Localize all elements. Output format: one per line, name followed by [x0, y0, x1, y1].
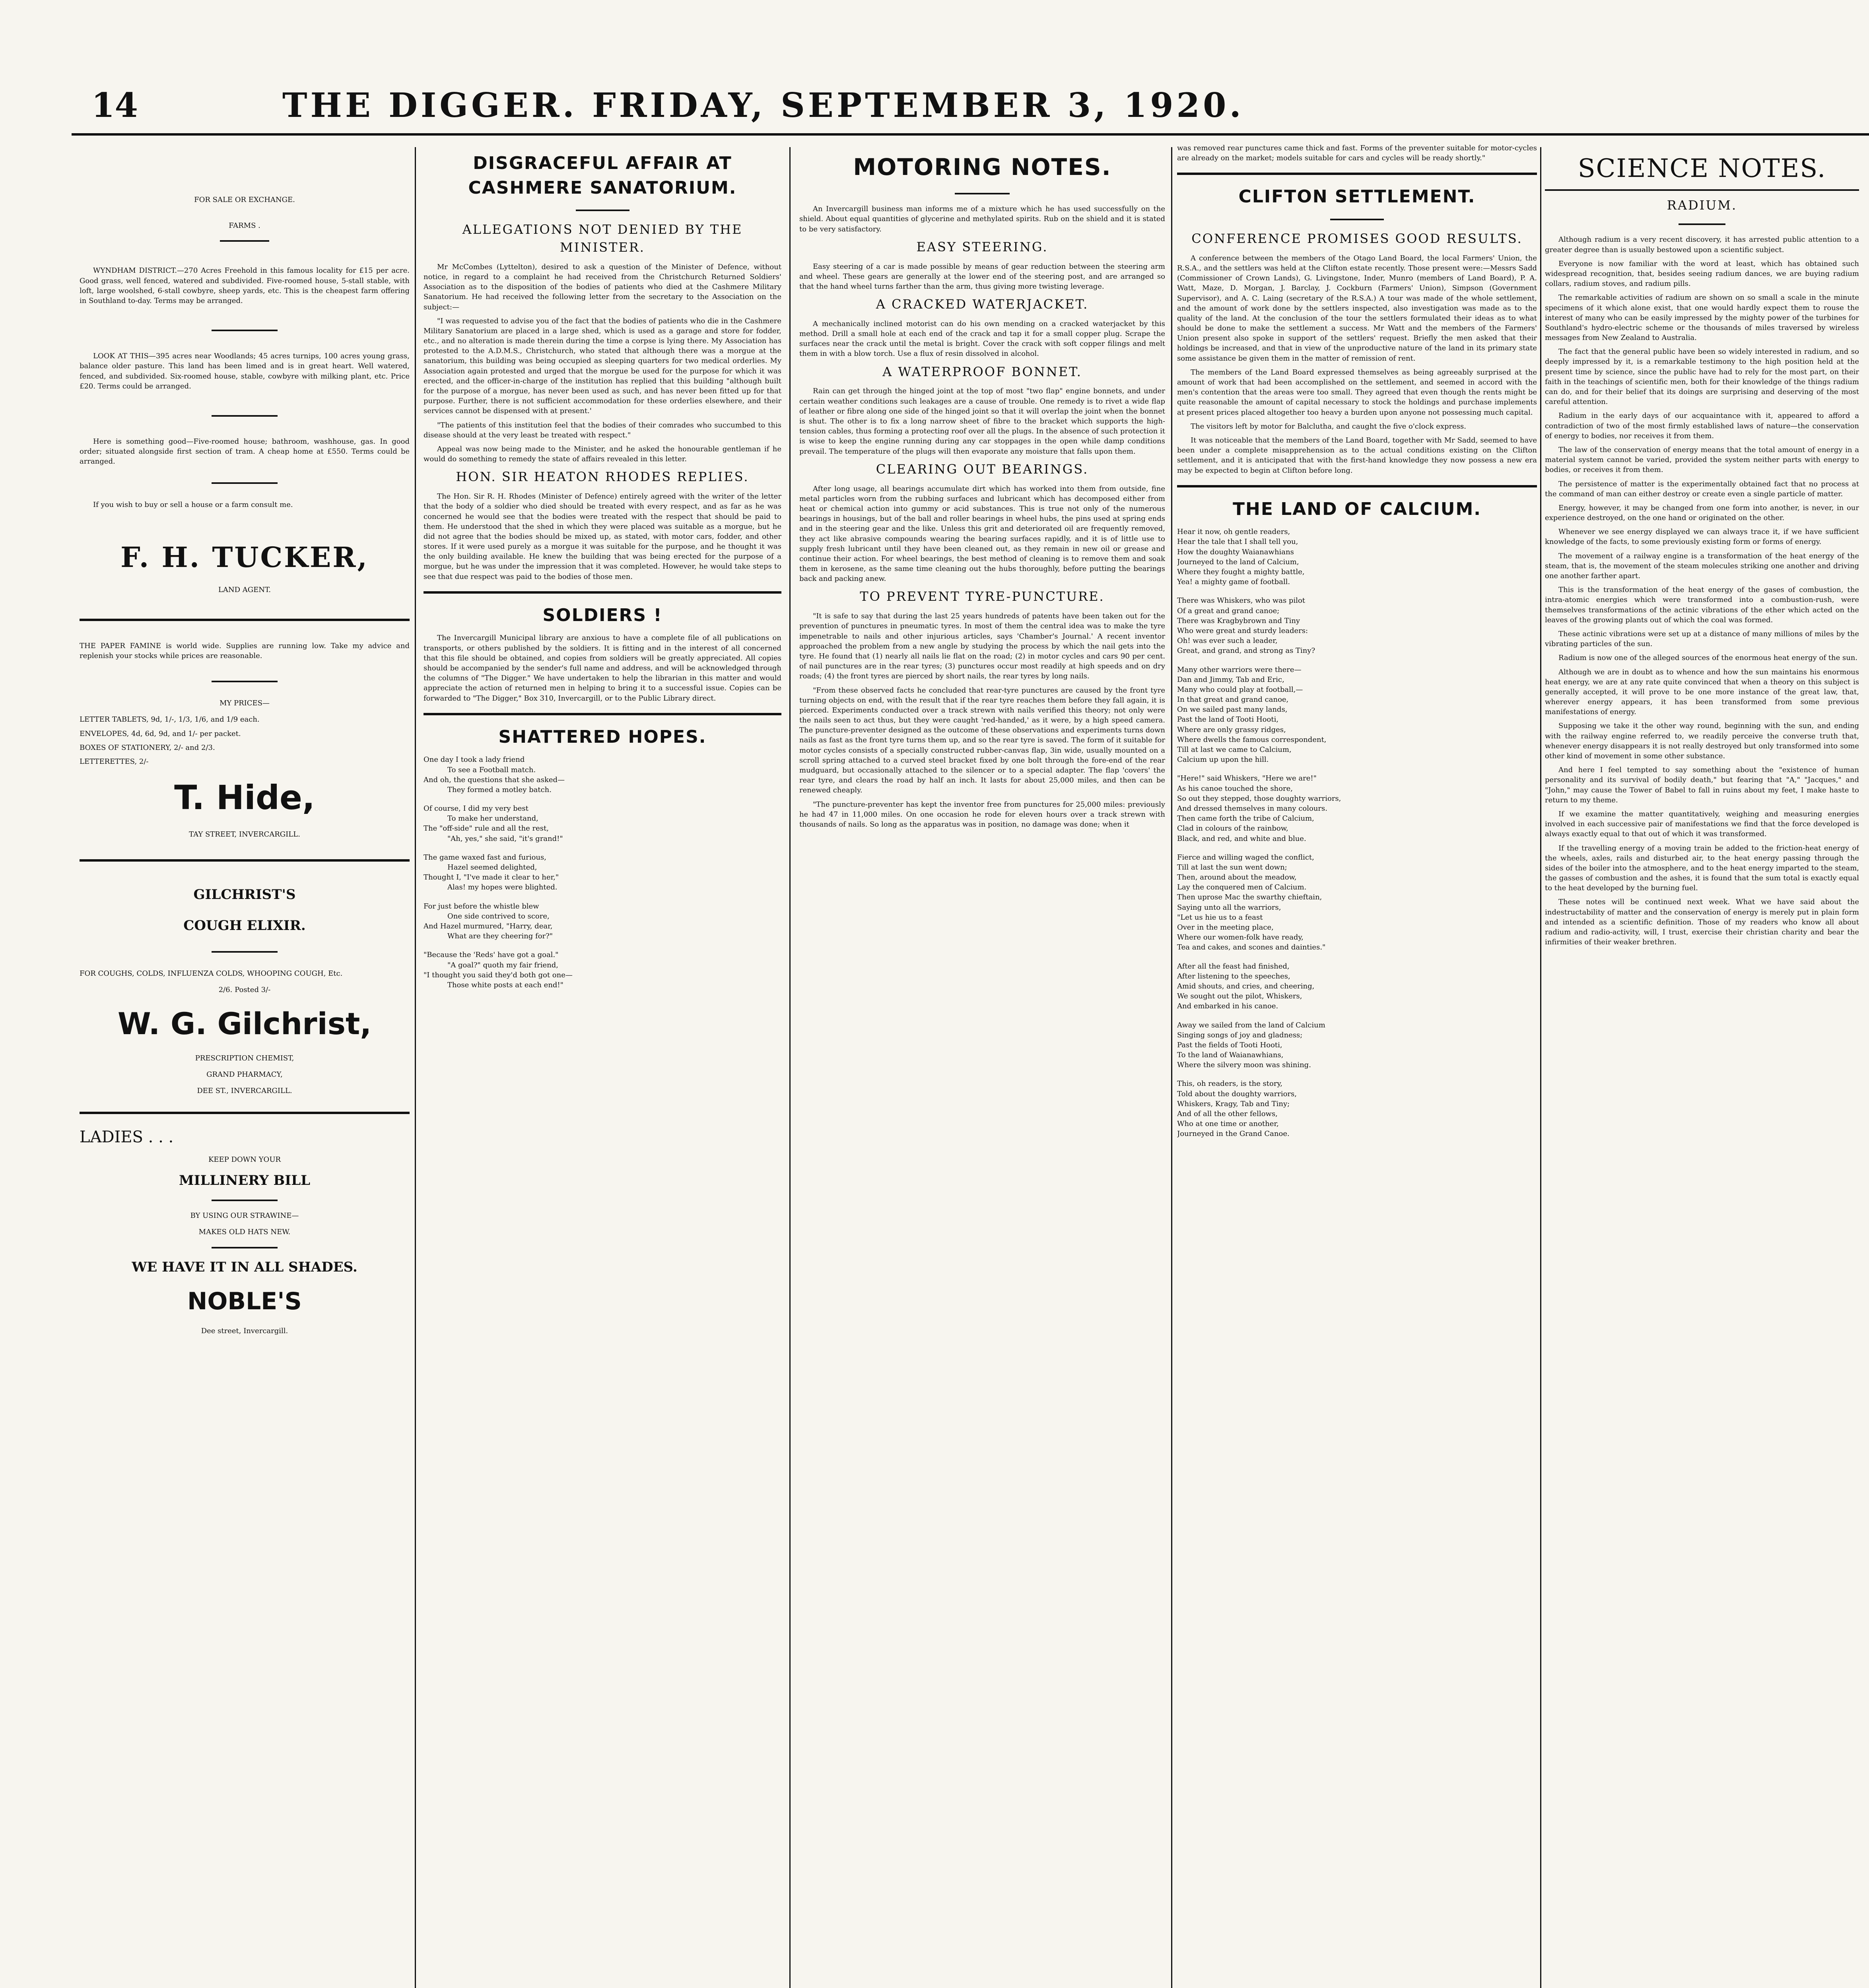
- poem-line: Great, and grand, and strong as Tiny?: [1177, 646, 1315, 655]
- paragraph: If we examine the matter quantitatively, weighing and measuring energies involved in each successive pair of manifestations we find that the force developed is always exactly equal to that out of which it was transformed.: [1545, 810, 1859, 839]
- paragraph: Everyone is now familiar with the word at least, which has obtained such widespread recognition, that, besides seeing radium dances, we are buying radium collars, radium stoves, and radium pills.: [1545, 259, 1859, 288]
- ad-text: LOOK AT THIS—395 acres near Woodlands; 45 acres turnips, 100 acres young grass, balance older pasture. This land has been limed and is in great heart. Well watered, fenced, and subdivided. Six-roomed house, stable, cowbyre with milking plant, etc. Price £20. Terms could be arranged.: [80, 352, 410, 390]
- poem-line: And embarked in his canoe.: [1177, 1002, 1278, 1011]
- poem-line: Tea and cakes, and scones and dainties.": [1177, 943, 1326, 952]
- poem-line: "I thought you said they'd both got one—: [424, 971, 573, 979]
- poem-line: "Let us hie us to a feast: [1177, 913, 1263, 922]
- advertiser-detail: PRESCRIPTION CHEMIST,: [195, 1054, 294, 1062]
- poem-line: Till at last we came to Calcium,: [1177, 746, 1292, 754]
- paragraph: The remarkable activities of radium are shown on so small a scale in the minute specimens of it which alone exist, that one would hardly expect them to rouse the interest of many who can be easily impressed by the mighty power of the turbines for Southland's hydro-electric scheme or the thousands of miles traversed by wireless messages from New Zealand to Australia.: [1545, 293, 1859, 342]
- column-rule: [1540, 147, 1541, 1988]
- poem-line: How the doughty Waianawhians: [1177, 547, 1294, 556]
- advertisements-column: [80, 143, 410, 1988]
- poem-line: "Because the 'Reds' have got a goal.": [424, 951, 559, 959]
- poem-line: And Hazel murmured, "Harry, dear,: [424, 922, 553, 930]
- article-headline: SHATTERED HOPES.: [498, 726, 707, 747]
- paragraph: After long usage, all bearings accumulate dirt which has worked into them from outside, fine metal particles worn from the rubbing surfaces and lubricant which has decomposed either from heat or chemical action into gummy or acid substances. This is true not only of the numerous bearings in housings, but of the ball and roller bearings in wheel hubs, the pins used at spring ends and in the steering gear and the like. Unless this grit and deteriorated oil are frequently removed, they act like abrasive compounds wearing the bearing surfaces rapidly, and it is of little use to supply fresh lubricant until they have been cleaned out, as they remain in new oil or grease and continue their action. For wheel bearings, the best method of cleaning is to remove them and soak them in kerosene, as the same time cleaning out the hubs thoroughly, before putting the bearings back and packing anew.: [799, 484, 1165, 583]
- poem-line: Journeyed to the land of Calcium,: [1177, 557, 1299, 566]
- poem-stanza: [1177, 961, 1537, 1011]
- column-rule: [789, 147, 791, 1988]
- poem-stanza: [424, 901, 781, 942]
- article-subheading: HON. SIR HEATON RHODES REPLIES.: [456, 469, 749, 485]
- poem-line: The "off-side" rule and all the rest,: [424, 824, 549, 833]
- paragraph: was removed rear punctures came thick and fast. Forms of the preventer suitable for motor-cycles are already on the market; models suitable for cars and cycles will be ready shortly.": [1177, 144, 1537, 163]
- poem-line: There was Whiskers, who was pilot: [1177, 596, 1306, 605]
- poem-line: Where our women-folk have ready,: [1177, 933, 1304, 942]
- advertiser-address: Dee street, Invercargill.: [201, 1327, 288, 1336]
- paragraph: Although radium is a very recent discovery, it has arrested public attention to a greater degree than is usually bestowed upon a scientific subject.: [1545, 235, 1859, 254]
- advertiser-address: DEE ST., INVERCARGILL.: [197, 1087, 292, 1095]
- poem-line: One day I took a lady friend: [424, 755, 525, 764]
- paragraph: Easy steering of a car is made possible by means of gear reduction between the steering arm and wheel. These gears are generally at the lower end of the steering post, and are arranged so that the hand wheel turns farther than the arm, thus giving more twisting leverage.: [799, 262, 1165, 291]
- poem-line: Lay the conquered men of Calcium.: [1177, 883, 1307, 892]
- article-headline: CLIFTON SETTLEMENT.: [1238, 186, 1476, 207]
- ad-subheading: FARMS .: [229, 221, 260, 230]
- paragraph: Radium is now one of the alleged sources of the enormous heat energy of the sun.: [1558, 654, 1858, 662]
- paragraph: The movement of a railway engine is a transformation of the heat energy of the steam, that is, the movement of the steam molecules striking one another and driving one another farther apart.: [1545, 551, 1859, 580]
- paragraph: It was noticeable that the members of the Land Board, together with Mr Sadd, seemed to have been under a complete misapprehension as to the actual conditions existing on the Clifton settlement, and it is anticipated that with the first-hand knowledge they now possess a new era may be expected to begin at Clifton before long.: [1177, 436, 1537, 475]
- article-headline: SOLDIERS !: [542, 605, 663, 625]
- product-price: 2/6. Posted 3/-: [218, 986, 271, 994]
- poem-line: Hear it now, oh gentle readers,: [1177, 528, 1290, 536]
- paragraph: These actinic vibrations were set up at a distance of many millions of miles by the vibrating particles of the sun.: [1545, 629, 1859, 648]
- poem-line: Where they fought a mighty battle,: [1177, 568, 1305, 577]
- paragraph: Radium in the early days of our acquaintance with it, appeared to afford a contradiction of two of the most firmly established laws of nature—the conservation of energy to bodies, nor receives it from them.: [1545, 412, 1859, 440]
- advertiser-name: W. G. Gilchrist,: [117, 1006, 372, 1042]
- paragraph: "The patients of this institution feel that the bodies of their comrades who succumbed to this disease should at the very least be treated with respect.": [424, 421, 781, 439]
- poem-stanza: [424, 755, 781, 795]
- poem-line: Who were great and sturdy leaders:: [1177, 626, 1308, 635]
- poem-stanza: [1177, 596, 1537, 656]
- paragraph: Supposing we take it the other way round, beginning with the sun, and ending with the railway engine referred to, we readily perceive the converse truth that, whenever energy disappears it is not really destroyed but only transformed into some other kind of movement in some other substance.: [1545, 722, 1859, 761]
- article-subheading: A WATERPROOF BONNET.: [882, 364, 1082, 379]
- paragraph: The members of the Land Board expressed themselves as being agreeably surprised at the amount of work that had been accomplished on the settlement, and seemed in accord with the men's contention that the areas were too small. They agreed that even though the rents might be quite reasonable the amount of capital necessary to stock the holdings and purchase implements at present prices placed altogether too heavy a burden upon anyone not possessing much capital.: [1177, 368, 1537, 417]
- paragraph: An Invercargill business man informs me of a mixture which he has used successfully on the shield. About equal quantities of glycerine and methylated spirits. Rub on the shield and it is stated to be very satisfactory.: [799, 205, 1165, 233]
- poem-line: Who at one time or another,: [1177, 1120, 1279, 1128]
- ad-text: WYNDHAM DISTRICT.—270 Acres Freehold in this famous locality for £15 per acre. Good grass, well fenced, watered and subdivided. Five-roomed house, 5-stall stable, with loft, large woolshed, 6-stall cowbyre, sheep yards, etc. This is the cheapest farm offering in Southland to-day. Terms may be arranged.: [80, 266, 410, 305]
- poem-line: After listening to the speeches,: [1177, 972, 1290, 980]
- poem-line: Black, and red, and white and blue.: [1177, 834, 1306, 843]
- poem-line: Thought I, "I've made it clear to her,": [424, 873, 559, 882]
- poem-line: "A goal?" quoth my fair friend,: [447, 961, 558, 969]
- paragraph: "From these observed facts he concluded that rear-tyre punctures are caused by the front tyre turning objects on end, with the result that if the rear tyre reaches them before they fall again, it is pierced. Experiments conducted over a track strewn with nails verified this theory; not only were the nails seen to act thus, but they were caught 'red-handed,' as it were, by a high speed camera. The puncture-preventer designed as the outcome of these observations and experiments turns down nails as fast as the front tyre turns them up, and so the rear tyre is saved. The form of it suitable for motor cycles consists of a specially constructed rubber-canvas flap, 3in wide, usually mounted on a scroll spring attached to a curved steel bracket fixed by one bolt through the fore-end of the rear mudguard, but occasionally attached to the silencer or to a special adapter. The flap 'covers' the rear tyre, and clears the road by half an inch. It lasts for about 25,000 miles, and then can be renewed cheaply.: [799, 686, 1165, 795]
- article-subheading: CONFERENCE PROMISES GOOD RESULTS.: [1191, 231, 1523, 246]
- paragraph: The Invercargill Municipal library are anxious to have a complete file of all publications on transports, or others published by the soldiers. It is fitting and in the interest of all concerned that this file should be obtained, and copies from soldiers will be greatly appreciated. All copies should be accompanied by the sender's full name and address, and will be acknowledged through the columns of "The Digger." We have undertaken to help the librarian in this matter and would appreciate the action of returned men in helping to bring it to a successful issue. Copies can be forwarded to "The Digger," Box 310, Invercargill, or to the Public Library direct.: [424, 634, 781, 703]
- poem-line: Then uprose Mac the swarthy chieftain,: [1177, 893, 1322, 902]
- poem-line: As his canoe touched the shore,: [1177, 784, 1293, 793]
- paragraph: "It is safe to say that during the last 25 years hundreds of patents have been taken out for the prevention of punctures in pneumatic tyres. In most of them the central idea was to make the tyre impenetrable to nails and other injurious articles, says 'Chamber's Journal.' A recent inventor approached the problem from a new angle by studying the process by which the nail gets into the tyre. He found that (1) nearly all nails lie flat on the road; (2) in motor cycles and cars 90 per cent. of nail punctures are in the rear tyres; (3) punctures occur most readily at high speeds and on dry roads; (4) the front tyres are pierced by short nails, the rear tyres by long nails.: [799, 612, 1165, 681]
- poem-stanza: [424, 852, 781, 893]
- ad-text: MILLINERY BILL: [179, 1172, 311, 1188]
- poem-line: Hazel seemed delighted,: [447, 863, 537, 872]
- poem-line: Those white posts at each end!": [447, 980, 563, 989]
- poem-line: On we sailed past many lands,: [1177, 705, 1288, 714]
- poem-line: The game waxed fast and furious,: [424, 853, 547, 862]
- poem-stanza: [1177, 1020, 1537, 1070]
- poem-line: Calcium up upon the hill.: [1177, 755, 1269, 764]
- poem-line: In that great and grand canoe,: [1177, 695, 1289, 704]
- divider: [212, 951, 278, 953]
- poem-stanza: [424, 950, 781, 990]
- poem-line: To see a Football match.: [447, 765, 536, 774]
- poem-line: Saying unto all the warriors,: [1177, 903, 1281, 912]
- poem-line: And oh, the questions that she asked—: [424, 775, 565, 784]
- paragraph: Although we are in doubt as to whence and how the sun maintains his enormous heat energy, we are at any rate quite convinced that when a theory on this subject is generally accepted, it will prove to be one more instance of the great law, that, wherever energy appears, it has been transformed from some previous manifestations of energy.: [1545, 668, 1859, 716]
- ad-text: BY USING OUR STRAWINE—: [190, 1211, 299, 1220]
- column-rule: [415, 147, 416, 1988]
- paragraph: The visitors left by motor for Balclutha, and caught the five o'clock express.: [1191, 422, 1466, 431]
- poem-stanza: [1177, 773, 1537, 843]
- article-subheading: RADIUM.: [1667, 197, 1737, 213]
- masthead-title: THE DIGGER. FRIDAY, SEPTEMBER 3, 1920.: [282, 85, 1244, 125]
- article-subheading: ALLEGATIONS NOT DENIED BY THE MINISTER.: [462, 222, 743, 255]
- poem-stanza: [1177, 1079, 1537, 1139]
- poem-line: One side contrived to score,: [447, 912, 550, 920]
- page-number: 14: [91, 85, 138, 125]
- divider: [212, 482, 278, 484]
- poem-line: Journeyed in the Grand Canoe.: [1177, 1130, 1290, 1138]
- paragraph: The fact that the general public have been so widely interested in radium, and so deeply impressed by it, is a remarkable testimony to the high position held at the present time by science, since the public have had to rely for the most part, on their faith in the teachings of scientific men, both for their knowledge of the things radium can do, and for their belief that its doings are surprising and deserving of the most careful attention.: [1545, 348, 1859, 406]
- divider: [955, 193, 1010, 194]
- poem-line: Then came forth the tribe of Calcium,: [1177, 814, 1314, 823]
- poem-line: Told about the doughty warriors,: [1177, 1089, 1297, 1098]
- poem-line: Singing songs of joy and gladness;: [1177, 1031, 1303, 1039]
- divider: [1330, 219, 1384, 220]
- poem-line: Till at last the sun went down;: [1177, 863, 1287, 872]
- poem-line: Whiskers, Kragy, Tab and Tiny;: [1177, 1099, 1290, 1108]
- divider: [1679, 223, 1726, 225]
- paragraph: These notes will be continued next week. What we have said about the indestructability of matter and the conservation of energy is merely put in plain form and intended as a scientific definition. Those of my readers who know all about radium and radio-activity, will, I trust, exercise their christian charity and bear the infirmities of their weaker brethren.: [1545, 898, 1859, 947]
- ad-text: LADIES . . .: [80, 1128, 174, 1147]
- paragraph: Appeal was now being made to the Minister, and he asked the honourable gentleman if he would do something to remedy the state of affairs revealed in this letter.: [424, 445, 781, 464]
- price-item: LETTER TABLETS, 9d, 1/-, 1/3, 1/6, and 1/9 each.: [80, 715, 260, 724]
- product-title: COUGH ELIXIR.: [183, 917, 306, 934]
- poem-line: Past the land of Tooti Hooti,: [1177, 715, 1279, 724]
- divider: [212, 1247, 278, 1248]
- paragraph: Mr McCombes (Lyttelton), desired to ask a question of the Minister of Defence, without notice, in regard to a complaint he had received from the Christchurch Returned Soldiers' Association as to the disposition of the bodies of patients who died at the Cashmere Military Sanatorium. He had received the following letter from the secretary to the Association on the subject:—: [424, 262, 781, 311]
- ad-heading: FOR SALE OR EXCHANGE.: [194, 196, 295, 204]
- price-item: BOXES OF STATIONERY, 2/- and 2/3.: [80, 743, 215, 752]
- poem-line: So out they stepped, those doughty warriors,: [1177, 794, 1341, 803]
- paragraph: "I was requested to advise you of the fact that the bodies of patients who die in the Cashmere Military Sanatorium are placed in a large shed, which is used as a garage and store for fodder, etc., and no alteration is made therein during the time a corpse is lying there. My Association has protested to the A.D.M.S., Christchurch, who stated that although there was a morgue at the sanatorium, this building was being occupied as sleeping quarters for two medical orderlies. My Association again protested and urged that the morgue be used for the purpose for which it was erected, and the officer-in-charge of the institution has replied that this building "although built for the purpose of a morgue, has never been used as such, and has never been fitted up for that purpose. Further, there is not sufficient accommodation for these orderlies elsewhere, and their services cannot be dispensed with at present.': [424, 316, 781, 415]
- poem-line: Many who could play at football,—: [1177, 685, 1303, 694]
- divider: [212, 330, 278, 331]
- masthead-bar: [91, 85, 1376, 125]
- poem-line: And dressed themselves in many colours.: [1177, 804, 1327, 813]
- paragraph: The law of the conservation of energy means that the total amount of energy in a material system cannot be varied, provided the system neither parts with energy to bodies, or receives it from them.: [1545, 445, 1859, 474]
- paragraph: This is the transformation of the heat energy of the gases of combustion, the intra-atomic energies which were transformed into a combustion-rush, were themselves transformations of the actinic vibrations of the ether which acted on the leaves of the growing plants out of which the coal was formed.: [1545, 586, 1859, 624]
- poem-line: Away we sailed from the land of Calcium: [1177, 1021, 1325, 1029]
- ad-text: THE PAPER FAMINE is world wide. Supplies are running low. Take my advice and replenish your stocks while prices are reasonable.: [80, 641, 410, 660]
- ad-text: FOR COUGHS, COLDS, INFLUENZA COLDS, WHOOPING COUGH, Etc.: [80, 969, 343, 978]
- poem-line: To the land of Waianawhians,: [1177, 1051, 1284, 1060]
- poem-line: Then, around about the meadow,: [1177, 873, 1297, 882]
- divider: [80, 859, 410, 862]
- price-item: LETTERETTES, 2/-: [80, 757, 149, 766]
- advertiser-detail: GRAND PHARMACY,: [206, 1070, 283, 1079]
- advertiser-address: TAY STREET, INVERCARGILL.: [189, 830, 300, 839]
- divider: [1177, 173, 1537, 175]
- poem-stanza: [424, 804, 781, 844]
- clifton-column: [1177, 143, 1537, 1988]
- poem-line: Dan and Jimmy, Tab and Eric,: [1177, 675, 1284, 684]
- divider: [80, 1112, 410, 1114]
- poem-line: Of a great and grand canoe;: [1177, 606, 1280, 615]
- poem-line: What are they cheering for?": [447, 932, 553, 941]
- poem-line: Fierce and willing waged the conflict,: [1177, 853, 1314, 862]
- divider: [212, 415, 278, 417]
- divider: [212, 681, 278, 682]
- advertiser-role: LAND AGENT.: [218, 585, 271, 594]
- masthead-rule: [72, 133, 1869, 136]
- advertiser-name: NOBLE'S: [187, 1287, 302, 1316]
- paragraph: Energy, however, it may be changed from one form into another, is never, in our experience destroyed, on the one hand or originated on the other.: [1545, 503, 1859, 522]
- paragraph: A mechanically inclined motorist can do his own mending on a cracked waterjacket by this method. Drill a small hole at each end of the crack and tap it for a small copper plug. Scrape the surfaces near the crack until the metal is bright. Cover the crack with soft copper filings and melt them in with a blow torch. Use a flux of resin dissolved in alcohol.: [799, 319, 1165, 358]
- cashmere-column: [424, 143, 781, 1988]
- poem-line: Where are only grassy ridges,: [1177, 725, 1286, 734]
- divider: [1177, 485, 1537, 487]
- poem-line: Clad in colours of the rainbow,: [1177, 824, 1288, 833]
- divider: [576, 210, 629, 211]
- article-headline: THE LAND OF CALCIUM.: [1232, 499, 1482, 519]
- ad-text: KEEP DOWN YOUR: [208, 1155, 281, 1164]
- poem-line: Amid shouts, and cries, and cheering,: [1177, 982, 1315, 990]
- poem-stanza: [1177, 852, 1537, 953]
- divider: [424, 591, 781, 594]
- poem-line: They formed a motley batch.: [447, 785, 552, 794]
- paragraph: The Hon. Sir R. H. Rhodes (Minister of Defence) entirely agreed with the writer of the letter that the body of a soldier who died should be treated with every respect, and as far as he was concerned he would see that the bodies were treated with the respect that should be paid to them. He understood that the shed in which they were placed was suitable as a morgue, but he did not agree that the bodies should be mixed up, as stated, with motor cars, fodder, and other stores. If it were used purely as a morgue it was suitable for the purpose, and he thought it was the only building available. He knew the building that was being erected for the purpose of a morgue, but he was under the impression that it was completed. However, he would take steps to see that due respect was paid to the bodies of those men.: [424, 492, 781, 581]
- poem-line: Many other warriors were there—: [1177, 665, 1302, 674]
- product-title: GILCHRIST'S: [193, 886, 296, 903]
- poem-line: Over in the meeting place,: [1177, 923, 1274, 932]
- price-item: ENVELOPES, 4d, 6d, 9d, and 1/- per packet.: [80, 729, 241, 738]
- ad-text: If you wish to buy or sell a house or a farm consult me.: [93, 501, 293, 509]
- advertiser-name: F. H. TUCKER,: [120, 540, 369, 574]
- motoring-column: [799, 143, 1165, 1988]
- advertiser-name: T. Hide,: [174, 778, 315, 817]
- poem-line: Where the silvery moon was shining.: [1177, 1061, 1311, 1070]
- article-headline: SCIENCE NOTES.: [1545, 151, 1859, 191]
- poem-line: "Ah, yes," she said, "it's grand!": [447, 834, 563, 843]
- poem-stanza: [1177, 665, 1537, 765]
- poem-line: For just before the whistle blew: [424, 902, 539, 911]
- poem-stanza: [1177, 527, 1537, 587]
- paragraph: "The puncture-preventer has kept the inventor free from punctures for 25,000 miles: previously he had 47 in 11,000 miles. On one occasion he rode for eleven hours over a track strewn with thousands of nails. So long as the apparatus was in position, no damage was done; when it: [799, 800, 1165, 829]
- article-subheading: CLEARING OUT BEARINGS.: [876, 461, 1089, 477]
- poem-line: After all the feast had finished,: [1177, 962, 1290, 971]
- article-headline: DISGRACEFUL AFFAIR AT CASHMERE SANATORIUM.: [468, 153, 737, 198]
- divider: [220, 240, 270, 242]
- poem-line: To make her understand,: [447, 814, 538, 823]
- divider: [80, 619, 410, 621]
- poem-line: There was Kragbybrown and Tiny: [1177, 616, 1300, 625]
- paragraph: A conference between the members of the Otago Land Board, the local Farmers' Union, the R.S.A., and the settlers was held at the Clifton estate recently. Those present were:—Messrs Sadd (Commissioner of Crown Lands), G. Livingstone, Inder, Munro (members of Land Board), P. A. Watt, Maze, D. Morgan, J. Barclay, J. Cockburn (Farmers' Union), Simpson (Government Supervisor), and A. C. Laing (secretary of the R.S.A.) A tour was made of the whole settlement, and the amount of work done by the settlers inspected, also investigation was made as to the quality of the land. At the conclusion of the tour the settlers formulated their ideas as to what should be done to make the settlement a success. Mr Watt and the members of the Farmers' Union present also spoke in support of the settlers' request. Briefly the men asked that their holdings be increased, and that in view of the unproductive nature of the land in its primary state some assistance be given them in the matter of remission of rent.: [1177, 254, 1537, 363]
- divider: [212, 1200, 278, 1201]
- ad-text: WE HAVE IT IN ALL SHADES.: [132, 1259, 357, 1275]
- poem-line: Past the fields of Tooti Hooti,: [1177, 1041, 1282, 1049]
- ad-text: Here is something good—Five-roomed house; bathroom, washhouse, gas. In good order; situated alongside first section of tram. A cheap home at £550. Terms could be arranged.: [80, 437, 410, 466]
- divider: [424, 713, 781, 715]
- science-column: [1545, 143, 1859, 1988]
- poem-line: This, oh readers, is the story,: [1177, 1079, 1282, 1088]
- article-headline: MOTORING NOTES.: [853, 153, 1111, 181]
- poem-line: Of course, I did my very best: [424, 804, 528, 813]
- column-rule: [1171, 147, 1172, 1988]
- poem-line: Alas! my hopes were blighted.: [447, 883, 558, 892]
- poem-line: Oh! was ever such a leader,: [1177, 637, 1278, 645]
- poem-line: We sought out the pilot, Whiskers,: [1177, 992, 1302, 1001]
- poem-line: Yea! a mighty game of football.: [1177, 578, 1290, 586]
- poem-line: And of all the other fellows,: [1177, 1110, 1278, 1118]
- article-subheading: TO PREVENT TYRE-PUNCTURE.: [860, 589, 1105, 604]
- article-subheading: A CRACKED WATERJACKET.: [876, 297, 1089, 312]
- paragraph: And here I feel tempted to say something about the "existence of human personality and its survival of bodily death," but fearing that "A," "Jacques," and "John," may cause the Tower of Babel to fall in ruins about my feet, I make haste to return to my theme.: [1545, 766, 1859, 804]
- paragraph: Whenever we see energy displayed we can always trace it, if we have sufficient knowledge of the facts, to some previously existing form or forms of energy.: [1545, 528, 1859, 546]
- poem-line: Where dwells the famous correspondent,: [1177, 735, 1327, 744]
- article-subheading: EASY STEERING.: [916, 239, 1048, 254]
- paragraph: Rain can get through the hinged joint at the top of most "two flap" engine bonnets, and under certain weather conditions such leakages are a cause of trouble. One remedy is to rivet a wide flap of leather or fibre along one side of the hinged joint so that it will overlap the joint when the bonnet is shut. The other is to fix a long narrow sheet of fibre to the bracket which supports the high-tension cables, thus forming a protecting roof over all the plugs. In the absence of such protection it is wise to keep the engine running during any car stoppages in the open while damp conditions prevail. The temperature of the plugs will then evaporate any moisture that falls upon them.: [799, 387, 1165, 456]
- ad-text: MAKES OLD HATS NEW.: [198, 1228, 291, 1237]
- paragraph: If the travelling energy of a moving train be added to the friction-heat energy of the wheels, axles, rails and disturbed air, to the heat energy passing through the sides of the boiler into the atmosphere, and to the heat energy imparted to the steam, the gasses of combustion and the ashes, it is found that the sum total is exactly equal to the heat developed by the burning fuel.: [1545, 844, 1859, 893]
- poem-line: Hear the tale that I shall tell you,: [1177, 538, 1298, 546]
- poem-line: "Here!" said Whiskers, "Here we are!": [1177, 774, 1317, 783]
- prices-title: MY PRICES—: [219, 699, 270, 708]
- paragraph: The persistence of matter is the experimentally obtained fact that no process at the command of man can either destroy or create even a single particle of matter.: [1545, 480, 1859, 498]
